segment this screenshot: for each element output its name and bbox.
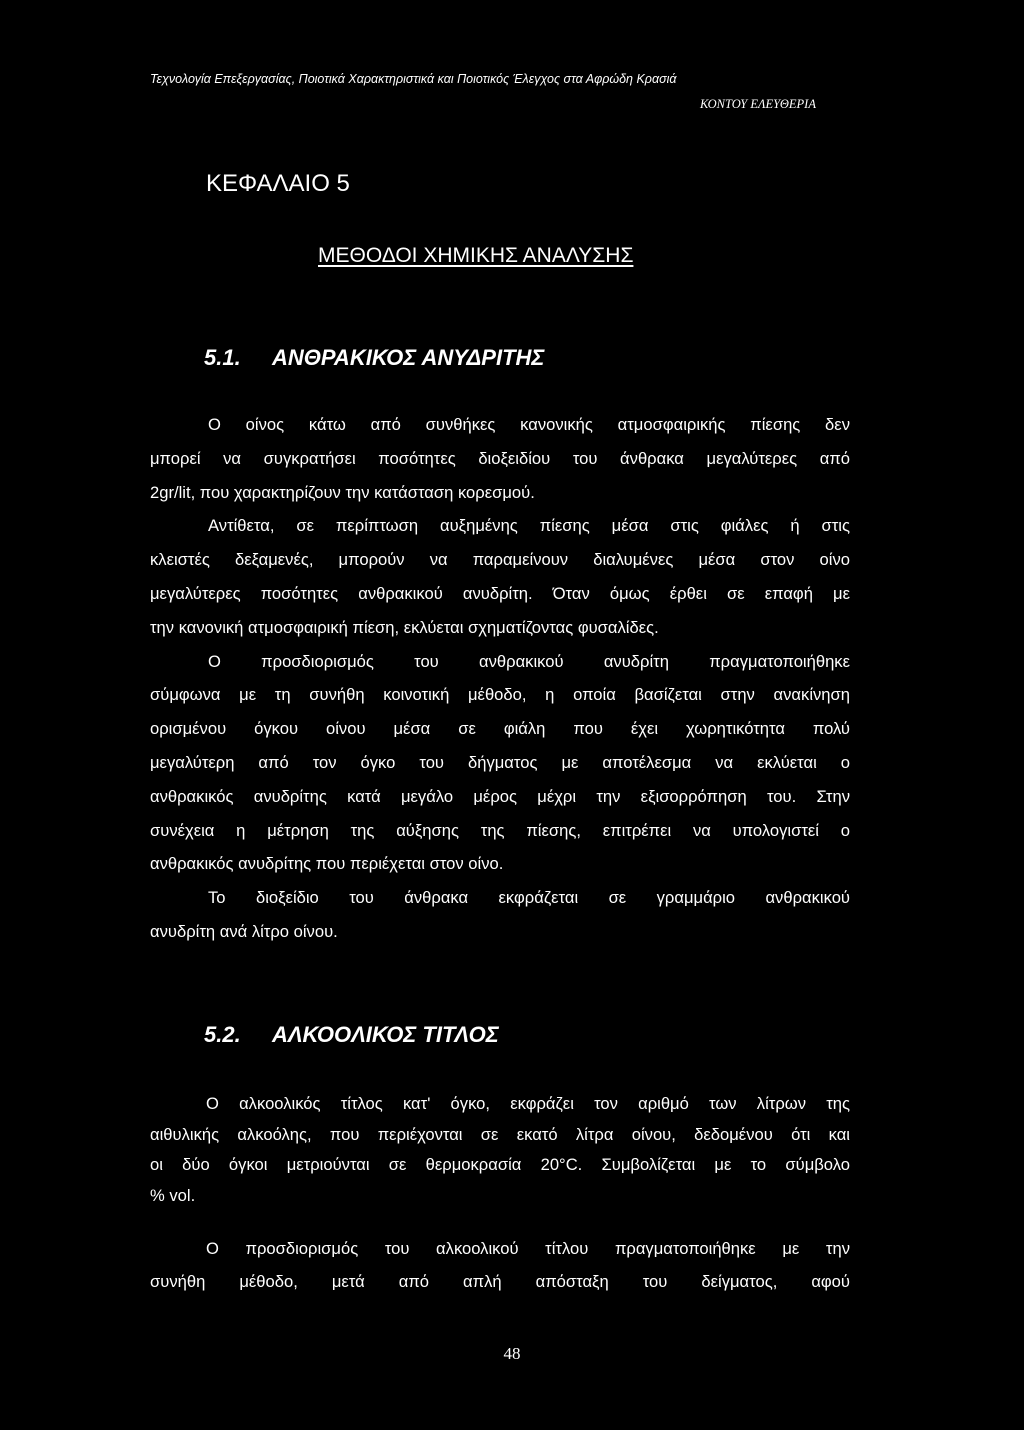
- section-heading-5-1: [204, 345, 544, 371]
- paragraph-line: κλειστές δεξαμενές, μπορούν να παραμείνουν διαλυμένες μέσα στον οίνο: [150, 550, 850, 570]
- paragraph-line: Ο προσδιορισμός του αλκοολικού τίτλου πραγματοποιήθηκε με την: [206, 1239, 850, 1258]
- paragraph-line: Ο προσδιορισμός του ανθρακικού ανυδρίτη πραγματοποιήθηκε: [208, 651, 850, 671]
- paragraph-line: Αντίθετα, σε περίπτωση αυξημένης πίεσης μέσα στις φιάλες ή στις: [208, 516, 850, 536]
- paragraph-line: ανυδρίτη ανά λίτρο οίνου.: [150, 922, 338, 941]
- paragraph-line: ορισμένου όγκου οίνου μέσα σε φιάλη που έχει χωρητικότητα πολύ: [150, 719, 850, 739]
- paragraph-line: μεγαλύτερη από τον όγκο του δήγματος με αποτέλεσμα να εκλύεται ο: [150, 752, 850, 772]
- paragraph-line: μπορεί να συγκρατήσει ποσότητες διοξειδίου του άνθρακα μεγαλύτερες από: [150, 448, 850, 468]
- section-number: 5.2.: [204, 1022, 241, 1047]
- paragraph-line: ανθρακικός ανυδρίτης κατά μεγάλο μέρος μέχρι την εξισορρόπηση του. Στην: [150, 786, 850, 806]
- paragraph-co2-units: [150, 881, 850, 949]
- chapter-title: ΜΕΘΟΔΟΙ ΧΗΜΙΚΗΣ ΑΝΑΛΥΣΗΣ: [318, 244, 634, 267]
- chapter-label: ΚΕΦΑΛΑΙΟ 5: [206, 170, 350, 197]
- paragraph-line: Το διοξείδιο του άνθρακα εκφράζεται σε γραμμάριο ανθρακικού: [208, 888, 850, 907]
- paragraph-line: σύμφωνα με τη συνήθη κοινοτική μέθοδο, η οποία βασίζεται στην ανακίνηση: [150, 685, 850, 705]
- paragraph-alcohol-definition: [150, 1089, 850, 1211]
- paragraph-line: αιθυλικής αλκοόλης, που περιέχονται σε εκατό λίτρα οίνου, δεδομένου ότι και: [150, 1124, 850, 1144]
- paragraph-line: μεγαλύτερες ποσότητες ανθρακικού ανυδρίτη. Όταν όμως έρθει σε επαφή με: [150, 583, 850, 603]
- paragraph-line: 2gr/lit, που χαρακτηρίζουν την κατάσταση κορεσμού.: [150, 482, 535, 502]
- section-title: ΑΝΘΡΑΚΙΚΟΣ ΑΝΥΔΡΙΤΗΣ: [272, 345, 545, 370]
- paragraph-carbon-dioxide: [150, 408, 850, 881]
- section-number: 5.1.: [204, 345, 241, 370]
- paragraph-alcohol-method: [150, 1232, 850, 1298]
- paragraph-line: ανθρακικός ανυδρίτης που περιέχεται στον οίνο.: [150, 854, 504, 874]
- paragraph-line: οι δύο όγκοι μετριούνται σε θερμοκρασία 20°C. Συμβολίζεται με το σύμβολο: [150, 1155, 850, 1174]
- running-header-author: ΚΟΝΤΟΥ ΕΛΕΥΘΕΡΙΑ: [700, 97, 816, 111]
- section-title: ΑΛΚΟΟΛΙΚΟΣ ΤΙΤΛΟΣ: [272, 1022, 499, 1047]
- paragraph-line: συνέχεια η μέτρηση της αύξησης της πίεσης, επιτρέπει να υπολογιστεί ο: [150, 820, 850, 840]
- paragraph-line: Ο οίνος κάτω από συνθήκες κανονικής ατμοσφαιρικής πίεσης δεν: [208, 415, 850, 434]
- paragraph-line: συνήθη μέθοδο, μετά από απλή απόσταξη του δείγματος, αφού: [150, 1272, 850, 1291]
- section-heading-5-2: [204, 1022, 499, 1048]
- paragraph-line: % vol.: [150, 1185, 196, 1205]
- paragraph-line: Ο αλκοολικός τίτλος κατ' όγκο, εκφράζει τον αριθμό των λίτρων της: [206, 1094, 850, 1113]
- page-number: 48: [503, 1344, 521, 1363]
- running-header-title: Τεχνολογία Επεξεργασίας, Ποιοτικά Χαρακτηριστικά και Ποιοτικός Έλεγχος στα Αφρώδη Κρασιά: [150, 72, 677, 86]
- paragraph-line: την κανονική ατμοσφαιρική πίεση, εκλύεται σχηματίζοντας φυσαλίδες.: [150, 617, 659, 637]
